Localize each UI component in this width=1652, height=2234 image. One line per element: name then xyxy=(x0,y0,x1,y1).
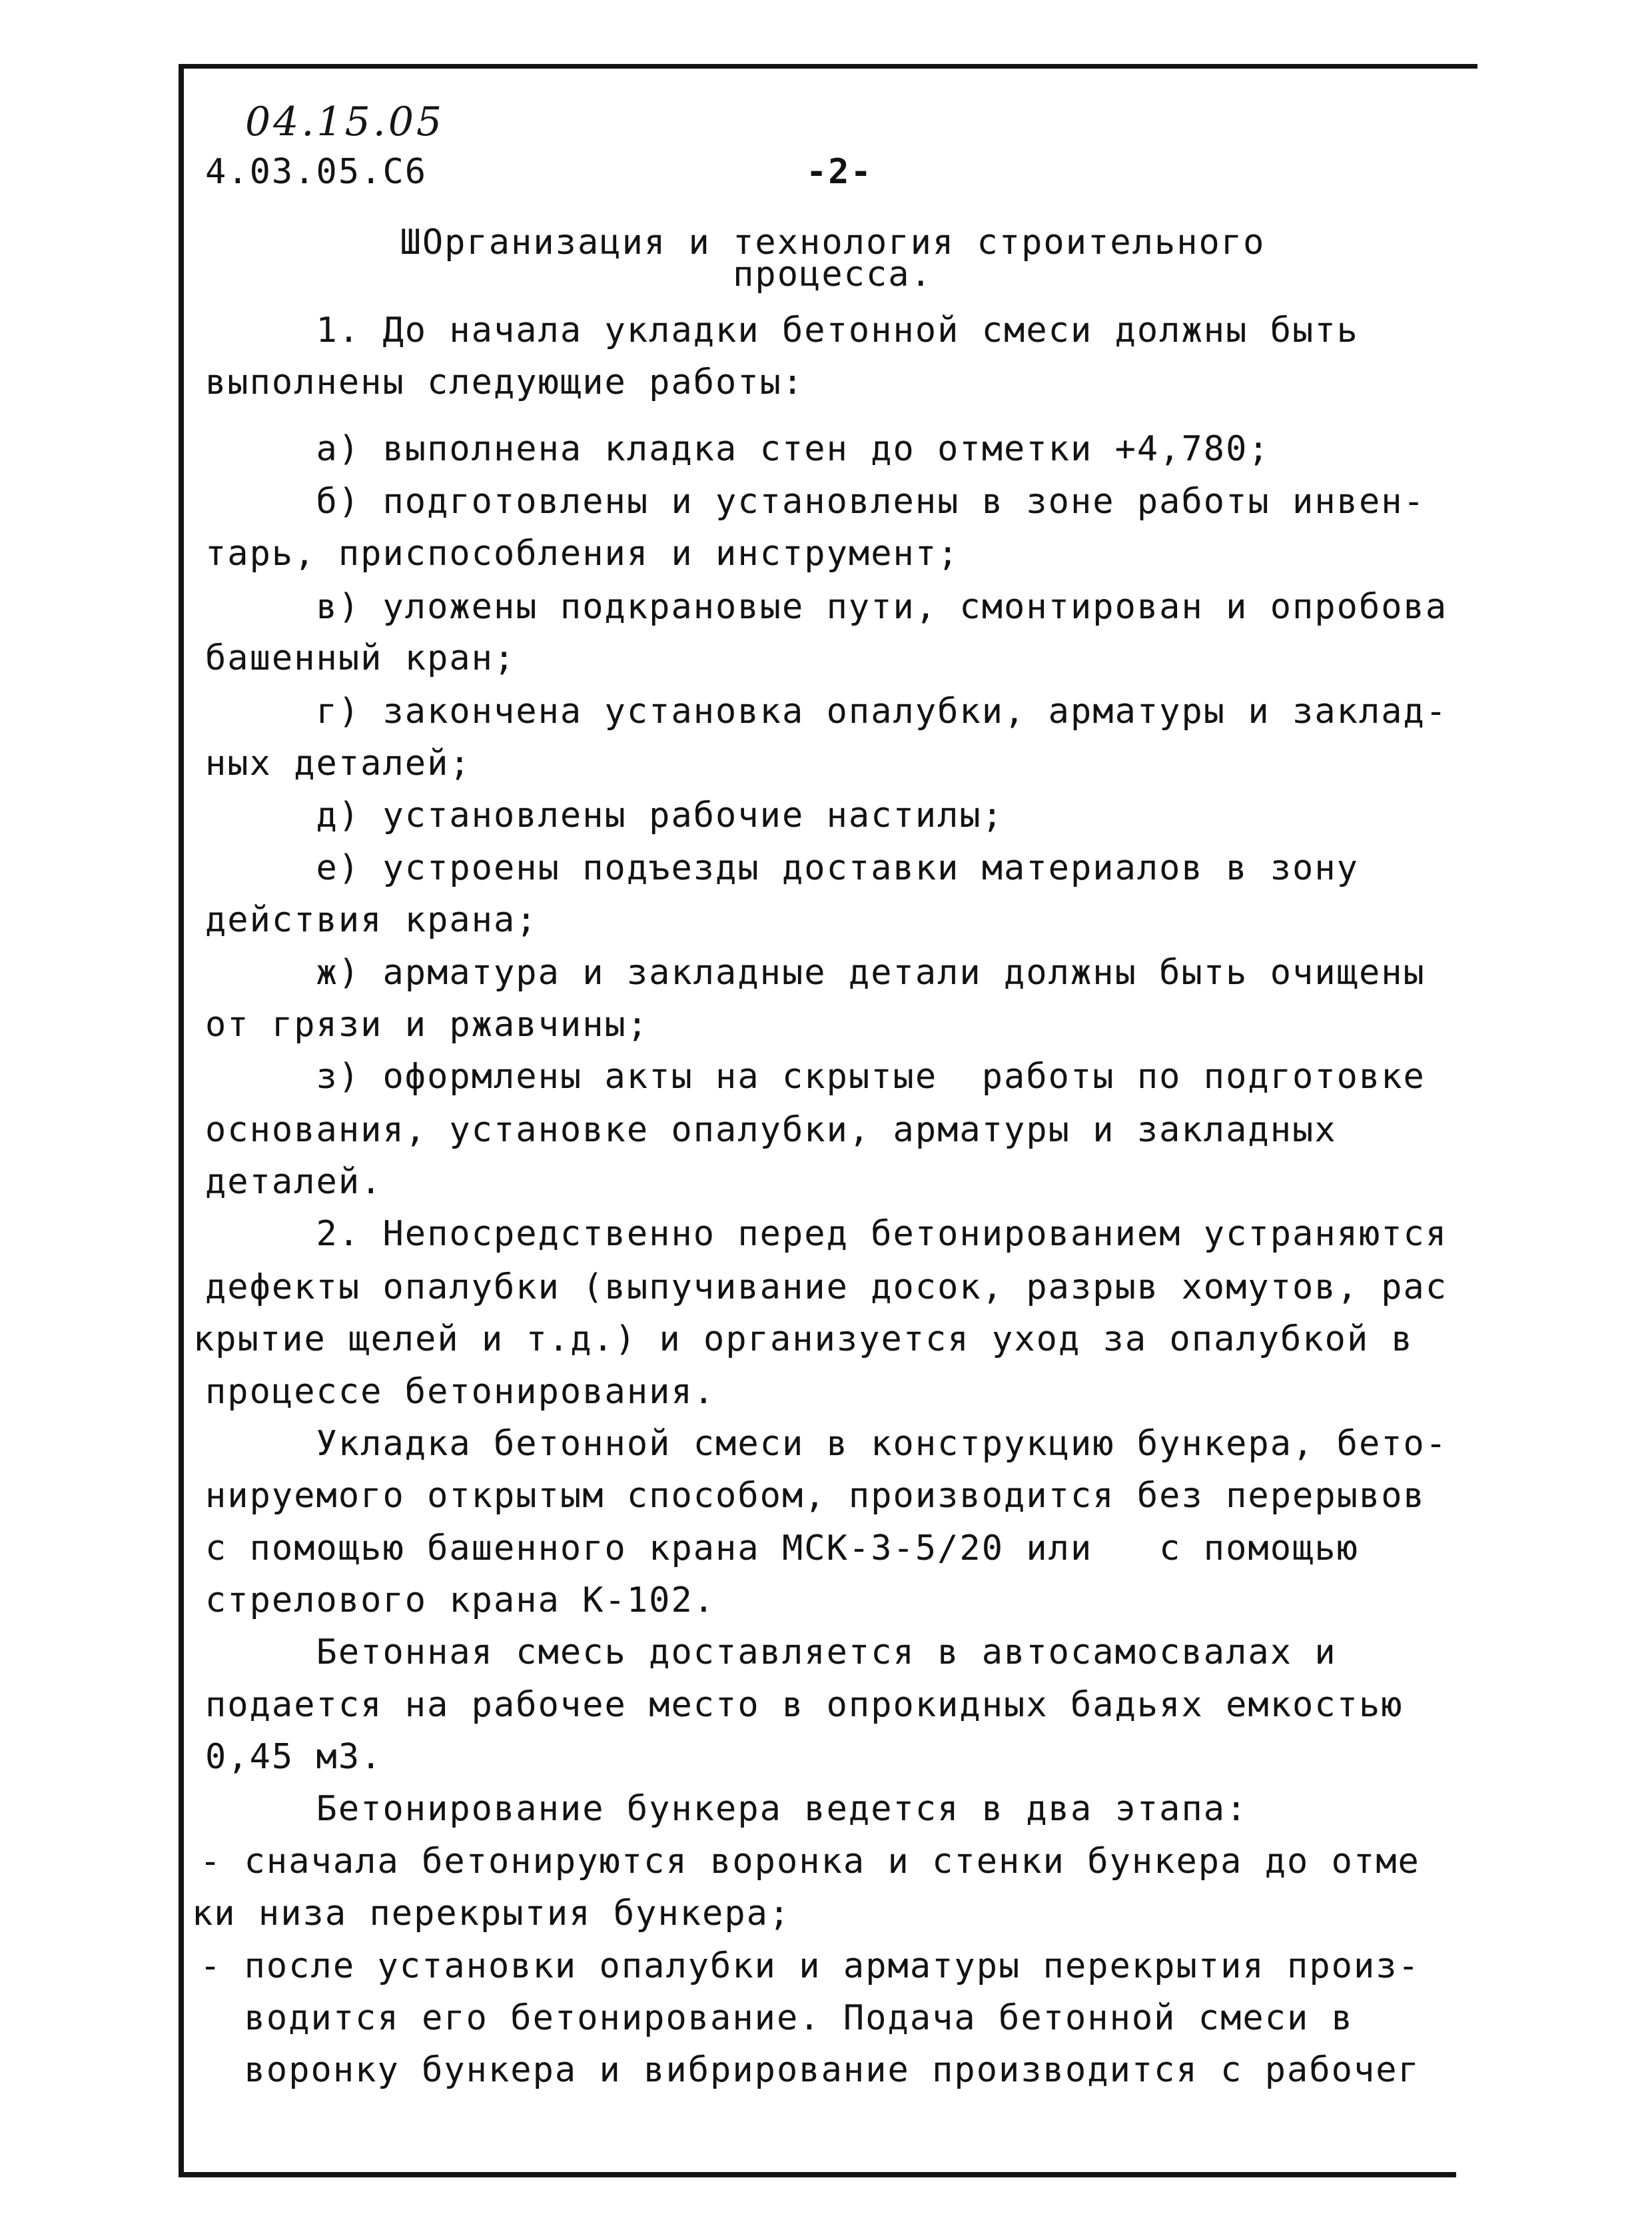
body-line: Бетонная смесь доставляется в автосамосвалах и xyxy=(205,1632,1337,1672)
body-line: основания, установке опалубки, арматуры и закладных xyxy=(205,1110,1337,1150)
body-line: нируемого открытым способом, производится без перерывов xyxy=(205,1476,1426,1516)
body-line: е) устроены подъезды доставки материалов в зону xyxy=(205,848,1359,888)
body-line: действия крана; xyxy=(205,900,538,940)
handwritten-register-number: 04.15.05 xyxy=(245,99,445,145)
body-line: стрелового крана К-102. xyxy=(205,1580,716,1620)
body-line: б) подготовлены и установлены в зоне работы инвен- xyxy=(205,482,1426,522)
body-line: деталей. xyxy=(205,1162,383,1202)
frame-top-border xyxy=(179,64,1477,69)
body-line: г) закончена установка опалубки, арматуры и заклад- xyxy=(205,692,1448,732)
body-line: процессе бетонирования. xyxy=(205,1372,716,1412)
body-line: - сначала бетонируются воронка и стенки бункера до отме xyxy=(200,1842,1420,1882)
page-number: -2- xyxy=(806,152,873,192)
body-line: водится его бетонирование. Подача бетонной смеси в xyxy=(200,1998,1354,2038)
body-line: ж) арматура и закладные детали должны быть очищены xyxy=(205,953,1426,993)
body-line: воронку бункера и вибрирование производится с рабочег xyxy=(200,2050,1420,2090)
body-line: Укладка бетонной смеси в конструкцию бункера, бето- xyxy=(205,1424,1448,1464)
body-line: 0,45 м3. xyxy=(205,1737,383,1777)
body-line: в) уложены подкрановые пути, смонтирован и опробова xyxy=(205,587,1448,627)
body-line: 2. Непосредственно перед бетонированием устраняются xyxy=(205,1214,1448,1254)
body-line: Бетонирование бункера ведется в два этапа: xyxy=(205,1789,1248,1829)
body-line: ки низа перекрытия бункера; xyxy=(192,1894,791,1934)
body-line: дефекты опалубки (выпучивание досок, разрыв хомутов, рас xyxy=(205,1267,1448,1307)
body-line: башенный кран; xyxy=(205,638,516,678)
body-line: выполнены следующие работы: xyxy=(205,362,805,402)
body-line: - после установки опалубки и арматуры перекрытия произ- xyxy=(200,1946,1420,1986)
section-title-line-1: ШОрганизация и технология строительного xyxy=(400,223,1266,263)
frame-left-border xyxy=(179,64,184,2177)
frame-bottom-border xyxy=(179,2172,1456,2177)
body-line: з) оформлены акты на скрытые работы по подготовке xyxy=(205,1057,1426,1097)
body-line: а) выполнена кладка стен до отметки +4,780; xyxy=(205,429,1270,469)
body-line: от грязи и ржавчины; xyxy=(205,1005,649,1045)
body-line: д) установлены рабочие настилы; xyxy=(205,796,1005,836)
body-line: тарь, приспособления и инструмент; xyxy=(205,534,960,574)
body-line: ных деталей; xyxy=(205,744,472,784)
document-code: 4.03.05.С6 xyxy=(205,152,428,192)
body-line: с помощью башенного крана МСК-3-5/20 или с помощью xyxy=(205,1528,1359,1568)
body-line: 1. До начала укладки бетонной смеси должны быть xyxy=(205,310,1359,350)
body-line: подается на рабочее место в опрокидных бадьях емкостью xyxy=(205,1685,1404,1725)
section-title-line-2: процесса. xyxy=(733,255,933,294)
body-line: крытие щелей и т.д.) и организуется уход за опалубкой в xyxy=(193,1319,1414,1359)
